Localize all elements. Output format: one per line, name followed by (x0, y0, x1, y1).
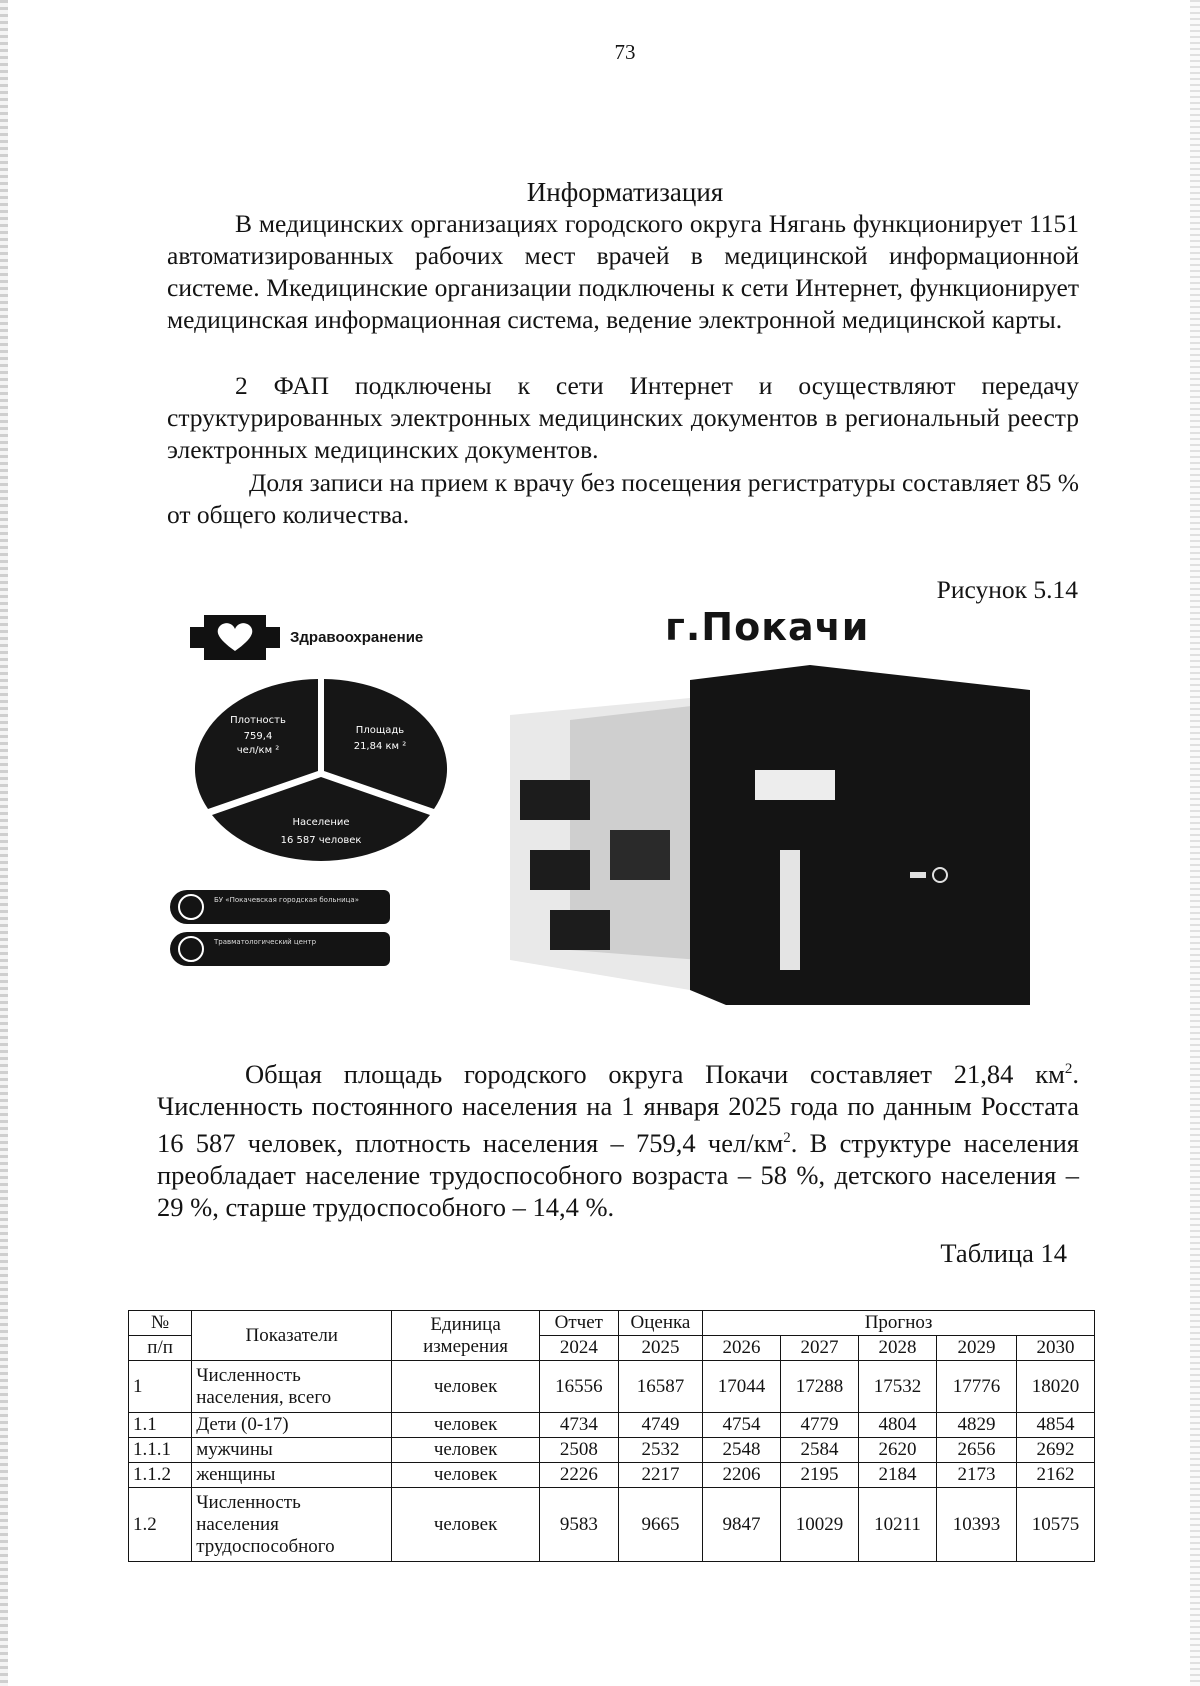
pie-density-value: 759,4 (243, 731, 273, 742)
pie-density-title: Плотность (230, 715, 286, 726)
table-row (129, 1488, 1095, 1562)
row-value-2025: 9665 (618, 1488, 702, 1562)
pie-population-value: 16 587 человек (280, 835, 362, 846)
section-title: Информатизация (526, 177, 724, 207)
table-row (129, 1463, 1095, 1488)
row-indicator: Численность населения трудоспособного (192, 1488, 392, 1562)
row-value-2026: 9847 (703, 1488, 781, 1562)
row-unit: человек (392, 1438, 539, 1463)
header-report: Отчет (539, 1311, 618, 1336)
row-value-2028: 2184 (858, 1463, 936, 1488)
header-estimate: Оценка (618, 1311, 702, 1336)
header-num-bottom: п/п (129, 1336, 192, 1361)
header-year-2028: 2028 (858, 1336, 936, 1361)
row-unit: человек (392, 1463, 539, 1488)
pie-density-unit: чел/км ² (236, 745, 280, 756)
institution-badge-trauma-center (170, 932, 390, 966)
paragraph-city-summary (157, 1053, 1079, 1223)
institution-label: Травматологический центр (214, 938, 317, 946)
page-number: 73 (614, 40, 636, 64)
row-value-2027: 10029 (781, 1488, 859, 1562)
row-value-2028: 4804 (858, 1413, 936, 1438)
row-unit: человек (392, 1488, 539, 1562)
header-year-2030: 2030 (1016, 1336, 1094, 1361)
row-value-2028: 10211 (858, 1488, 936, 1562)
institution-label: БУ «Покачевская городская больница» (214, 896, 360, 904)
row-unit: человек (392, 1361, 539, 1413)
row-value-2029: 10393 (936, 1488, 1016, 1562)
row-indicator: Дети (0-17) (192, 1413, 392, 1438)
scan-edge-right (1190, 0, 1200, 1686)
pie-population-title: Население (292, 817, 350, 828)
row-value-2025: 16587 (618, 1361, 702, 1413)
row-value-2027: 2584 (781, 1438, 859, 1463)
row-value-2024: 2226 (539, 1463, 618, 1488)
row-value-2024: 16556 (539, 1361, 618, 1413)
header-num-top: № (129, 1311, 192, 1336)
row-value-2028: 17532 (858, 1361, 936, 1413)
row-value-2030: 4854 (1016, 1413, 1094, 1438)
header-indicator: Показатели (192, 1311, 392, 1361)
row-num: 1.1.2 (129, 1463, 192, 1488)
hospital-building-photo (510, 660, 1075, 1045)
row-value-2029: 2173 (936, 1463, 1016, 1488)
row-value-2027: 4779 (781, 1413, 859, 1438)
row-value-2029: 2656 (936, 1438, 1016, 1463)
row-value-2024: 4734 (539, 1413, 618, 1438)
row-num: 1 (129, 1361, 192, 1413)
city-stats-pie (190, 675, 450, 875)
row-value-2030: 2692 (1016, 1438, 1094, 1463)
summary-text-part3: . В структуре населения преобладает население трудоспособного возраста – 58 %, детского населения – 29 %, старше трудоспособного – 14,4 %. (157, 1127, 1079, 1222)
row-indicator: женщины (192, 1463, 392, 1488)
paragraph-informatization-3: Доля записи на прием к врачу без посещения регистратуры составляет 85 % от общего количества. (167, 468, 1079, 529)
row-value-2030: 2162 (1016, 1463, 1094, 1488)
paragraph-informatization-2: 2 ФАП подключены к сети Интернет и осуществляют передачу структурированных электронных медицинских документов в региональный реестр электронных медицинских документов. (167, 371, 1079, 464)
trauma-center-icon (178, 936, 204, 962)
pie-area-value: 21,84 км ² (353, 741, 407, 752)
row-value-2024: 9583 (539, 1488, 618, 1562)
summary-text-part2: . Численность постоянного населения на 1 января 2025 года по данным Росстата 16 587 человек, плотность населения – 759,4 чел/км (157, 1058, 1079, 1158)
pie-area-title: Площадь (355, 725, 405, 736)
row-num: 1.1.1 (129, 1438, 192, 1463)
row-unit: человек (392, 1413, 539, 1438)
row-value-2027: 17288 (781, 1361, 859, 1413)
row-value-2025: 2532 (618, 1438, 702, 1463)
row-value-2026: 4754 (703, 1413, 781, 1438)
header-year-2026: 2026 (703, 1336, 781, 1361)
row-indicator: Численность населения, всего (192, 1361, 392, 1413)
paragraph-informatization-1: В медицинских организациях городского округа Нягань функционирует 1151 автоматизированных рабочих мест врачей в медицинской информационной системе. Мкедицинские организации подключены к сети Интернет, функционирует медицинская информационная система, ведение электронной медицинской карты. (167, 209, 1079, 334)
figure-caption: Рисунок 5.14 (936, 575, 1078, 604)
row-value-2024: 2508 (539, 1438, 618, 1463)
healthcare-logo-text: Здравоохранение (290, 629, 424, 646)
row-value-2030: 10575 (1016, 1488, 1094, 1562)
header-year-2024: 2024 (539, 1336, 618, 1361)
header-year-2025: 2025 (618, 1336, 702, 1361)
row-value-2026: 17044 (703, 1361, 781, 1413)
header-unit: Единица измерения (392, 1311, 539, 1361)
row-num: 1.1 (129, 1413, 192, 1438)
row-value-2029: 17776 (936, 1361, 1016, 1413)
row-value-2025: 4749 (618, 1413, 702, 1438)
row-value-2026: 2548 (703, 1438, 781, 1463)
summary-superscript-2: 2 (783, 1129, 791, 1146)
population-forecast-table (128, 1310, 1095, 1562)
healthcare-cross-heart-icon (190, 615, 280, 660)
row-num: 1.2 (129, 1488, 192, 1562)
row-value-2026: 2206 (703, 1463, 781, 1488)
summary-superscript-1: 2 (1064, 1061, 1073, 1077)
row-value-2025: 2217 (618, 1463, 702, 1488)
row-indicator: мужчины (192, 1438, 392, 1463)
institution-badge-hospital (170, 890, 390, 924)
row-value-2030: 18020 (1016, 1361, 1094, 1413)
table-row (129, 1361, 1095, 1413)
row-value-2027: 2195 (781, 1463, 859, 1488)
hospital-icon (178, 894, 204, 920)
table-row (129, 1438, 1095, 1463)
scan-edge-left (0, 0, 8, 1686)
table-row (129, 1413, 1095, 1438)
header-forecast: Прогноз (703, 1311, 1095, 1336)
summary-text-part1: Общая площадь городского округа Покачи составляет 21,84 км (245, 1058, 1065, 1089)
row-value-2029: 4829 (936, 1413, 1016, 1438)
header-year-2027: 2027 (781, 1336, 859, 1361)
row-value-2028: 2620 (858, 1438, 936, 1463)
figure-pokachi-infographic (165, 605, 1075, 1045)
header-year-2029: 2029 (936, 1336, 1016, 1361)
city-title: г.Покачи (665, 605, 870, 649)
table-caption: Таблица 14 (940, 1238, 1067, 1268)
